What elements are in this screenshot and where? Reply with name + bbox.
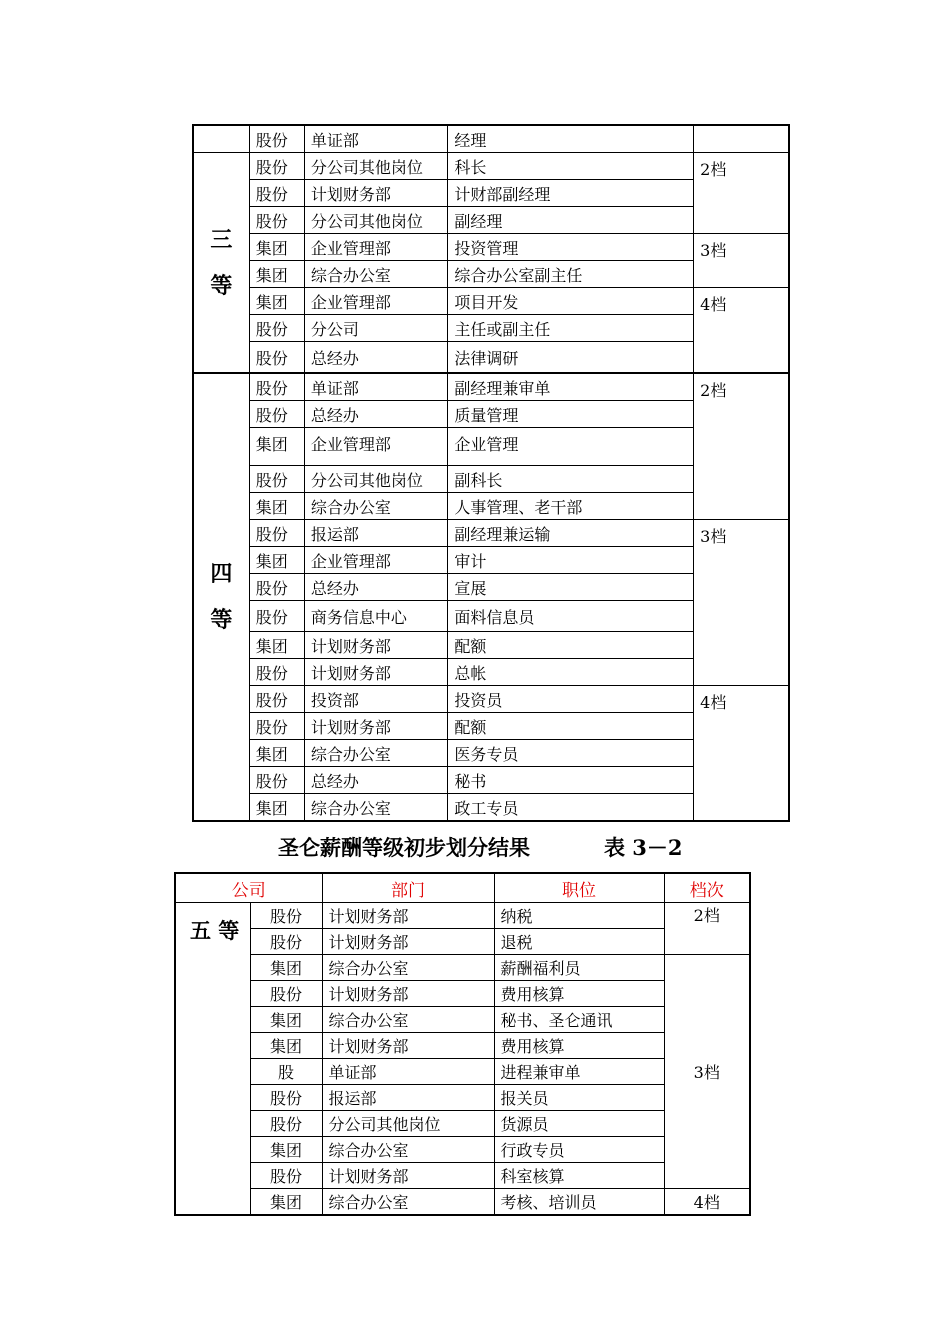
position-cell: 秘书、圣仑通讯 xyxy=(494,1007,664,1033)
dept-cell: 综合办公室 xyxy=(304,493,447,520)
company-cell: 股份 xyxy=(249,342,304,374)
table-row xyxy=(193,234,789,261)
table-row xyxy=(175,1111,750,1137)
table-row xyxy=(193,125,789,153)
company-cell: 集团 xyxy=(250,1137,322,1163)
table-row xyxy=(175,1137,750,1163)
company-cell: 股份 xyxy=(249,686,304,713)
dept-cell: 综合办公室 xyxy=(304,794,447,822)
dept-cell: 计划财务部 xyxy=(304,180,447,207)
dept-cell: 报运部 xyxy=(304,520,447,547)
tier-cell: 4档 xyxy=(694,686,789,822)
dept-cell: 企业管理部 xyxy=(304,428,447,466)
table-row xyxy=(175,1085,750,1111)
tier-cell: 3档 xyxy=(694,520,789,686)
position-cell: 薪酬福利员 xyxy=(494,955,664,981)
dept-cell: 综合办公室 xyxy=(322,1189,494,1216)
dept-cell: 报运部 xyxy=(322,1085,494,1111)
dept-cell: 综合办公室 xyxy=(304,261,447,288)
dept-cell: 企业管理部 xyxy=(304,288,447,315)
tier-cell: 3档 xyxy=(694,234,789,288)
position-cell: 宣展 xyxy=(448,574,694,601)
position-cell: 政工专员 xyxy=(448,794,694,822)
company-cell: 股 xyxy=(250,1059,322,1085)
table-row xyxy=(193,153,789,180)
table-row xyxy=(193,520,789,547)
position-cell: 进程兼审单 xyxy=(494,1059,664,1085)
dept-cell: 计划财务部 xyxy=(322,903,494,929)
tier-cell-empty xyxy=(694,125,789,153)
company-cell: 集团 xyxy=(249,632,304,659)
position-cell: 人事管理、老干部 xyxy=(448,493,694,520)
dept-cell: 计划财务部 xyxy=(304,713,447,740)
dept-cell: 商务信息中心 xyxy=(304,601,447,632)
header-dept: 部门 xyxy=(322,873,494,903)
caption-title: 圣仑薪酬等级初步划分结果 xyxy=(278,835,530,860)
position-cell: 费用核算 xyxy=(494,1033,664,1059)
dept-cell: 单证部 xyxy=(322,1059,494,1085)
company-cell: 股份 xyxy=(249,207,304,234)
company-cell: 集团 xyxy=(250,1007,322,1033)
position-cell: 副科长 xyxy=(448,466,694,493)
company-cell: 股份 xyxy=(249,520,304,547)
position-cell: 面料信息员 xyxy=(448,601,694,632)
table-row xyxy=(175,1163,750,1189)
table-row xyxy=(193,288,789,315)
position-cell: 行政专员 xyxy=(494,1137,664,1163)
company-cell: 股份 xyxy=(249,713,304,740)
table-row xyxy=(175,903,750,929)
table-row xyxy=(175,929,750,955)
company-cell: 股份 xyxy=(249,315,304,342)
dept-cell: 分公司其他岗位 xyxy=(304,466,447,493)
dept-cell: 计划财务部 xyxy=(304,632,447,659)
position-cell: 考核、培训员 xyxy=(494,1189,664,1216)
table-row xyxy=(175,1059,750,1085)
table-header-row xyxy=(175,873,750,903)
table-row xyxy=(193,373,789,401)
dept-cell: 综合办公室 xyxy=(322,955,494,981)
table-row xyxy=(175,1007,750,1033)
salary-grade-table-3-4 xyxy=(192,124,790,822)
grade-5-label: 五 等 xyxy=(175,903,250,1216)
position-cell: 副经理兼运输 xyxy=(448,520,694,547)
dept-cell: 总经办 xyxy=(304,342,447,374)
company-cell: 集团 xyxy=(249,740,304,767)
table-row xyxy=(175,981,750,1007)
position-cell: 计财部副经理 xyxy=(448,180,694,207)
position-cell: 配额 xyxy=(448,713,694,740)
company-cell: 股份 xyxy=(250,929,322,955)
company-cell: 股份 xyxy=(249,373,304,401)
dept-cell: 总经办 xyxy=(304,767,447,794)
company-cell: 集团 xyxy=(249,794,304,822)
position-cell: 综合办公室副主任 xyxy=(448,261,694,288)
dept-cell: 分公司其他岗位 xyxy=(304,153,447,180)
dept-cell: 计划财务部 xyxy=(304,659,447,686)
company-cell: 集团 xyxy=(250,955,322,981)
grade-cell-empty xyxy=(193,125,249,153)
company-cell: 集团 xyxy=(250,1033,322,1059)
table-row xyxy=(175,1189,750,1216)
company-cell: 股份 xyxy=(249,466,304,493)
position-cell: 科长 xyxy=(448,153,694,180)
company-cell: 股份 xyxy=(250,1085,322,1111)
company-cell: 股份 xyxy=(249,659,304,686)
position-cell: 投资管理 xyxy=(448,234,694,261)
company-cell: 集团 xyxy=(249,234,304,261)
dept-cell: 计划财务部 xyxy=(322,929,494,955)
company-cell: 集团 xyxy=(249,493,304,520)
company-cell: 集团 xyxy=(249,261,304,288)
dept-cell: 分公司其他岗位 xyxy=(304,207,447,234)
position-cell: 科室核算 xyxy=(494,1163,664,1189)
dept-cell: 投资部 xyxy=(304,686,447,713)
position-cell: 总帐 xyxy=(448,659,694,686)
grade-4-label: 四 等 xyxy=(193,373,249,821)
company-cell: 股份 xyxy=(249,180,304,207)
dept-cell: 企业管理部 xyxy=(304,547,447,574)
tier-cell: 4档 xyxy=(664,1189,750,1216)
position-cell: 主任或副主任 xyxy=(448,315,694,342)
table-row xyxy=(193,686,789,713)
position-cell: 货源员 xyxy=(494,1111,664,1137)
dept-cell: 分公司 xyxy=(304,315,447,342)
salary-grade-table-5 xyxy=(174,872,751,1216)
dept-cell: 综合办公室 xyxy=(304,740,447,767)
position-cell: 审计 xyxy=(448,547,694,574)
tier-cell: 2档 xyxy=(694,373,789,520)
grade-3-label: 三 等 xyxy=(193,153,249,374)
position-cell: 投资员 xyxy=(448,686,694,713)
table-row xyxy=(175,955,750,981)
dept-cell: 单证部 xyxy=(304,373,447,401)
company-cell: 股份 xyxy=(250,903,322,929)
position-cell: 医务专员 xyxy=(448,740,694,767)
header-position: 职位 xyxy=(494,873,664,903)
header-company: 公司 xyxy=(175,873,322,903)
position-cell: 副经理兼审单 xyxy=(448,373,694,401)
position-cell: 纳税 xyxy=(494,903,664,929)
position-cell: 报关员 xyxy=(494,1085,664,1111)
position-cell: 费用核算 xyxy=(494,981,664,1007)
position-cell: 法律调研 xyxy=(448,342,694,374)
position-cell: 企业管理 xyxy=(448,428,694,466)
company-cell: 股份 xyxy=(249,153,304,180)
company-cell: 股份 xyxy=(250,981,322,1007)
company-cell: 股份 xyxy=(249,574,304,601)
position-cell: 质量管理 xyxy=(448,401,694,428)
dept-cell: 单证部 xyxy=(304,125,447,153)
caption-number: 表 3－2 xyxy=(604,835,683,860)
dept-cell: 总经办 xyxy=(304,401,447,428)
tier-cell: 4档 xyxy=(694,288,789,374)
dept-cell: 分公司其他岗位 xyxy=(322,1111,494,1137)
company-cell: 集团 xyxy=(250,1189,322,1216)
company-cell: 集团 xyxy=(249,428,304,466)
dept-cell: 综合办公室 xyxy=(322,1137,494,1163)
dept-cell: 总经办 xyxy=(304,574,447,601)
position-cell: 秘书 xyxy=(448,767,694,794)
company-cell: 股份 xyxy=(250,1163,322,1189)
company-cell: 集团 xyxy=(249,288,304,315)
dept-cell: 计划财务部 xyxy=(322,981,494,1007)
company-cell: 股份 xyxy=(249,601,304,632)
dept-cell: 综合办公室 xyxy=(322,1007,494,1033)
dept-cell: 计划财务部 xyxy=(322,1033,494,1059)
company-cell: 集团 xyxy=(249,547,304,574)
position-cell: 项目开发 xyxy=(448,288,694,315)
tier-cell: 3档 xyxy=(664,955,750,1189)
position-cell: 配额 xyxy=(448,632,694,659)
tier-cell: 2档 xyxy=(664,903,750,955)
dept-cell: 企业管理部 xyxy=(304,234,447,261)
dept-cell: 计划财务部 xyxy=(322,1163,494,1189)
table-row xyxy=(175,1033,750,1059)
position-cell: 退税 xyxy=(494,929,664,955)
company-cell: 股份 xyxy=(249,767,304,794)
header-tier: 档次 xyxy=(664,873,750,903)
position-cell: 经理 xyxy=(448,125,694,153)
table-caption xyxy=(278,832,683,862)
company-cell: 股份 xyxy=(249,125,304,153)
tier-cell: 2档 xyxy=(694,153,789,234)
company-cell: 股份 xyxy=(249,401,304,428)
company-cell: 股份 xyxy=(250,1111,322,1137)
position-cell: 副经理 xyxy=(448,207,694,234)
